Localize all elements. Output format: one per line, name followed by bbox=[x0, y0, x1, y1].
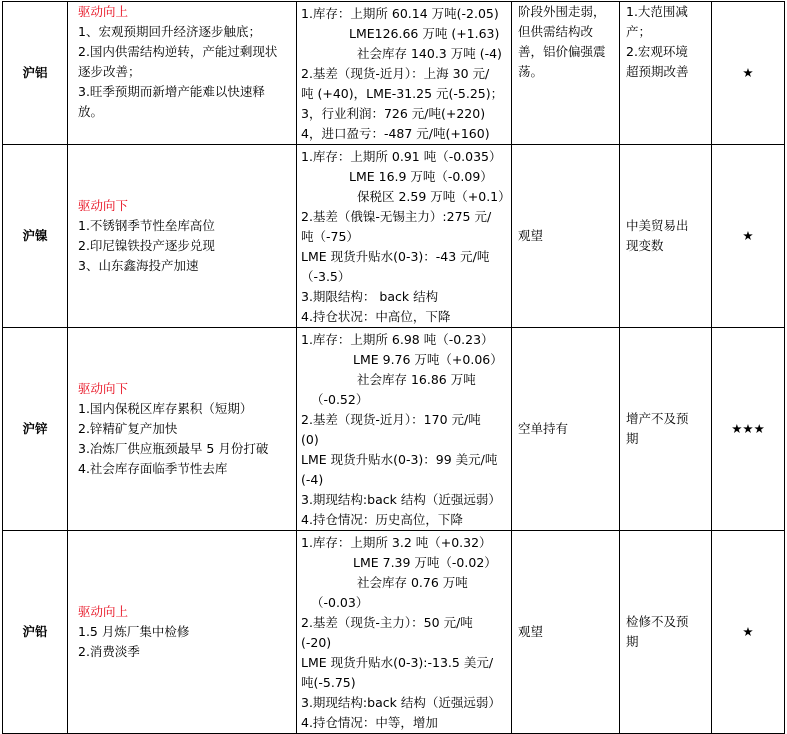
metric-line: 吨 (+40)，LME-31.25 元(-5.25)； bbox=[301, 86, 504, 101]
driver-item: 2.国内供需结构逆转，产能过剩现状 bbox=[78, 44, 278, 59]
metric-line: 保税区 2.59 万吨（+0.1） bbox=[357, 189, 511, 204]
rating-stars: ★ bbox=[712, 2, 785, 145]
strategy-line: 善，铝价偏强震 bbox=[518, 44, 606, 59]
table-row-aluminum bbox=[3, 2, 785, 145]
metric-line: (0) bbox=[301, 432, 319, 447]
metrics-cell bbox=[297, 531, 512, 734]
driver-direction: 驱动向下 bbox=[78, 198, 129, 213]
metric-line: LME 16.9 万吨（-0.09） bbox=[349, 169, 493, 184]
strategy-cell bbox=[512, 328, 620, 531]
strategy-line: 观望 bbox=[518, 228, 544, 243]
rating-stars: ★ bbox=[712, 145, 785, 328]
metric-line: 3，行业利润：726 元/吨(+220) bbox=[301, 106, 486, 121]
commodity-name: 沪锌 bbox=[3, 328, 68, 531]
strategy-cell bbox=[512, 2, 620, 145]
metric-line: 3.期现结构:back 结构（近强远弱） bbox=[301, 695, 501, 710]
strategy-line: 但供需结构改 bbox=[518, 24, 594, 39]
metric-line: 1.库存：上期所 3.2 吨（+0.32） bbox=[301, 535, 492, 550]
rating-stars: ★★★ bbox=[712, 328, 785, 531]
risk-line: 期 bbox=[626, 431, 639, 446]
metric-line: （-0.03） bbox=[311, 595, 369, 610]
risk-line: 产； bbox=[626, 24, 652, 39]
table-row-zinc bbox=[3, 328, 785, 531]
strategy-line: 观望 bbox=[518, 624, 544, 639]
risk-line: 期 bbox=[626, 634, 639, 649]
metrics-cell bbox=[297, 2, 512, 145]
metric-line: 2.基差（俄镍-无锡主力）:275 元/ bbox=[301, 209, 492, 224]
drivers-cell bbox=[68, 328, 297, 531]
commodity-name: 沪铝 bbox=[3, 2, 68, 145]
drivers-cell bbox=[68, 2, 297, 145]
table-row-lead bbox=[3, 531, 785, 734]
risk-line: 超预期改善 bbox=[626, 64, 689, 79]
driver-item: 3.冶炼厂供应瓶颈最早 5 月份打破 bbox=[78, 441, 269, 456]
metric-line: 1.库存：上期所 60.14 万吨(-2.05) bbox=[301, 6, 499, 21]
strategy-line: 空单持有 bbox=[518, 421, 569, 436]
metric-line: 1.库存：上期所 0.91 吨（-0.035） bbox=[301, 149, 502, 164]
commodity-name: 沪铅 bbox=[3, 531, 68, 734]
driver-item: 1.国内保税区库存累积（短期） bbox=[78, 401, 253, 416]
driver-item: 3、山东鑫海投产加速 bbox=[78, 258, 199, 273]
drivers-cell bbox=[68, 531, 297, 734]
table-row-nickel bbox=[3, 145, 785, 328]
driver-item: 2.印尼镍铁投产逐步兑现 bbox=[78, 238, 215, 253]
metric-line: 2.基差（现货-主力）：50 元/吨 bbox=[301, 615, 473, 630]
strategy-line: 荡。 bbox=[518, 64, 544, 79]
risk-line: 1.大范围减 bbox=[626, 4, 688, 19]
metric-line: 4，进口盈亏：-487 元/吨(+160) bbox=[301, 126, 490, 141]
metric-line: 3.期现结构:back 结构（近强远弱） bbox=[301, 492, 501, 507]
metric-line: 3.期限结构： back 结构 bbox=[301, 289, 439, 304]
rating-stars: ★ bbox=[712, 531, 785, 734]
metric-line: 4.持仓情况：中等，增加 bbox=[301, 715, 438, 730]
driver-item: 逐步改善； bbox=[78, 64, 141, 79]
risk-line: 检修不及预 bbox=[626, 614, 689, 629]
risk-line: 中美贸易出 bbox=[626, 218, 689, 233]
metric-line: LME 7.39 万吨（-0.02） bbox=[353, 555, 497, 570]
metric-line: 1.库存：上期所 6.98 吨（-0.23） bbox=[301, 332, 494, 347]
risk-line: 增产不及预 bbox=[626, 411, 689, 426]
commodity-strategy-table bbox=[2, 1, 785, 734]
metric-line: (-4) bbox=[301, 472, 324, 487]
metric-line: 2.基差（现货-近月）：170 元/吨 bbox=[301, 412, 481, 427]
metric-line: 2.基差（现货-近月）：上海 30 元/ bbox=[301, 66, 490, 81]
metric-line: (-20) bbox=[301, 635, 332, 650]
driver-item: 4.社会库存面临季节性去库 bbox=[78, 461, 228, 476]
metric-line: 吨（-75） bbox=[301, 229, 359, 244]
metric-line: 4.持仓情况：历史高位，下降 bbox=[301, 512, 463, 527]
strategy-cell bbox=[512, 145, 620, 328]
risk-line: 现变数 bbox=[626, 238, 664, 253]
risk-cell bbox=[620, 531, 712, 734]
risk-cell bbox=[620, 328, 712, 531]
strategy-line: 阶段外围走弱， bbox=[518, 4, 606, 19]
metric-line: LME 现货升贴水(0-3)：-43 元/吨 bbox=[301, 249, 490, 264]
commodity-name: 沪镍 bbox=[3, 145, 68, 328]
strategy-cell bbox=[512, 531, 620, 734]
metric-line: （-0.52） bbox=[311, 392, 369, 407]
driver-direction: 驱动向上 bbox=[78, 4, 129, 19]
metric-line: 吨(-5.75) bbox=[301, 675, 356, 690]
driver-item: 1.5 月炼厂集中检修 bbox=[78, 624, 190, 639]
risk-line: 2.宏观环境 bbox=[626, 44, 688, 59]
risk-cell bbox=[620, 2, 712, 145]
driver-item: 2.锌精矿复产加快 bbox=[78, 421, 178, 436]
driver-item: 放。 bbox=[78, 104, 104, 119]
driver-item: 2.消费淡季 bbox=[78, 644, 140, 659]
risk-cell bbox=[620, 145, 712, 328]
metrics-cell bbox=[297, 145, 512, 328]
driver-direction: 驱动向下 bbox=[78, 381, 129, 396]
metric-line: 社会库存 140.3 万吨 (-4) bbox=[357, 46, 502, 61]
metric-line: LME126.66 万吨 (+1.63) bbox=[349, 26, 500, 41]
metric-line: 4.持仓状况：中高位，下降 bbox=[301, 309, 451, 324]
metric-line: LME 现货升贴水(0-3):-13.5 美元/ bbox=[301, 655, 494, 670]
driver-item: 1、宏观预期回升经济逐步触底； bbox=[78, 24, 261, 39]
metric-line: 社会库存 16.86 万吨 bbox=[357, 372, 476, 387]
metric-line: 社会库存 0.76 万吨 bbox=[357, 575, 468, 590]
metric-line: （-3.5） bbox=[301, 269, 351, 284]
driver-direction: 驱动向上 bbox=[78, 604, 129, 619]
driver-item: 3.旺季预期而新增产能难以快速释 bbox=[78, 84, 265, 99]
metric-line: LME 现货升贴水(0-3)：99 美元/吨 bbox=[301, 452, 498, 467]
drivers-cell bbox=[68, 145, 297, 328]
metrics-cell bbox=[297, 328, 512, 531]
metric-line: LME 9.76 万吨（+0.06） bbox=[353, 352, 503, 367]
driver-item: 1.不锈钢季节性垒库高位 bbox=[78, 218, 215, 233]
